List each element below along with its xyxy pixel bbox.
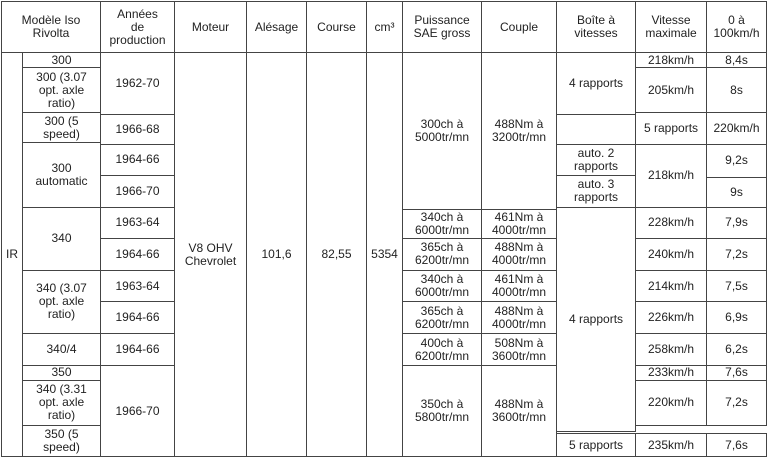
bore-cell: 101,6 [247,53,307,457]
model-cell: 340 (3.07 opt. axle ratio) [23,270,101,334]
acceleration-cell: 7,2s [707,238,767,270]
gearbox-cell: 4 rapports [557,53,636,115]
years-cell: 1964-66 [101,334,175,366]
gearbox-cell: auto. 2 rapports [557,145,636,176]
model-cell: 300 (3.07 opt. axle ratio) [23,67,101,112]
top-speed-cell: 258km/h [636,334,707,366]
acceleration-cell: 7,9s [707,207,767,238]
header-gearbox: Boîte à vitesses [557,2,636,53]
top-speed-cell: 214km/h [636,270,707,302]
engine-cell: V8 OHV Chevrolet [175,53,247,457]
acceleration-cell: 8,4s [707,53,767,67]
model-cell: 340/4 [23,334,101,366]
top-speed-cell: 235km/h [636,434,707,457]
years-cell: 1963-64 [101,207,175,238]
model-cell: 340 (3.31 opt. axle ratio) [23,380,101,425]
acceleration-cell: 9,2s [707,145,767,178]
header-torque: Couple [482,2,557,53]
power-cell: 300ch à 5000tr/mn [403,53,482,209]
model-cell: 350 [23,366,101,380]
years-cell: 1964-66 [101,302,175,334]
torque-cell: 488Nm à 4000tr/mn [482,238,557,270]
header-years: Années de production [101,2,175,53]
top-speed-cell: 220km/h [636,380,707,425]
header-row [2,2,767,53]
power-cell: 340ch à 6000tr/mn [403,209,482,238]
gearbox-cell: 4 rapports [557,207,636,431]
power-cell: 340ch à 6000tr/mn [403,270,482,302]
header-top-speed: Vitesse maximale [636,2,707,53]
stroke-cell: 82,55 [307,53,367,457]
header-stroke: Course [307,2,367,53]
acceleration-cell: 6,2s [707,334,767,366]
acceleration-cell: 8s [707,67,767,112]
power-cell: 350ch à 5800tr/mn [403,366,482,457]
model-cell: 350 (5 speed) [23,425,101,456]
acceleration-cell: 7,6s [707,366,767,380]
model-cell: 300 [23,53,101,67]
torque-cell: 488Nm à 3600tr/mn [482,366,557,457]
years-cell: 1963-64 [101,270,175,302]
power-cell: 400ch à 6200tr/mn [403,334,482,366]
acceleration-cell: 7,5s [707,270,767,302]
header-acceleration: 0 à 100km/h [707,2,767,53]
torque-cell: 461Nm à 4000tr/mn [482,270,557,302]
header-power: Puissance SAE gross [403,2,482,53]
header-bore: Alésage [247,2,307,53]
top-speed-cell: 218km/h [636,53,707,67]
model-cell: 300 automatic [23,142,101,207]
header-displacement: cm³ [367,2,403,53]
acceleration-cell: 7,2s [707,380,767,425]
years-cell: 1966-70 [101,175,175,207]
table-row [2,53,767,67]
torque-cell: 461Nm à 4000tr/mn [482,209,557,238]
gearbox-cell: 5 rapports [636,113,707,145]
torque-cell: 488Nm à 4000tr/mn [482,302,557,334]
top-speed-cell: 233km/h [636,366,707,380]
acceleration-cell: 6,9s [707,302,767,334]
top-speed-cell: 240km/h [636,238,707,270]
acceleration-cell: 9s [707,177,767,207]
years-cell: 1964-66 [101,145,175,176]
header-engine: Moteur [175,2,247,53]
torque-cell: 508Nm à 3600tr/mn [482,334,557,366]
header-model: Modèle Iso Rivolta [2,2,101,53]
top-speed-cell: 218km/h [636,145,707,208]
model-cell: 300 (5 speed) [23,113,101,143]
gearbox-cell: auto. 3 rapports [557,175,636,207]
top-speed-cell: 220km/h [707,113,767,145]
years-cell: 1966-70 [101,366,175,457]
series-cell: IR [2,53,23,457]
model-cell: 340 [23,207,101,270]
gearbox-cell: 5 rapports [557,434,636,457]
years-cell: 1964-66 [101,238,175,270]
torque-cell: 488Nm à 3200tr/mn [482,53,557,209]
top-speed-cell: 228km/h [636,207,707,238]
acceleration-cell: 7,6s [707,434,767,457]
iso-rivolta-spec-table [1,1,767,457]
top-speed-cell: 226km/h [636,302,707,334]
top-speed-cell: 205km/h [636,67,707,112]
years-cell: 1962-70 [101,53,175,115]
years-cell: 1966-68 [101,115,175,145]
displacement-cell: 5354 [367,53,403,457]
power-cell: 365ch à 6200tr/mn [403,302,482,334]
power-cell: 365ch à 6200tr/mn [403,238,482,270]
